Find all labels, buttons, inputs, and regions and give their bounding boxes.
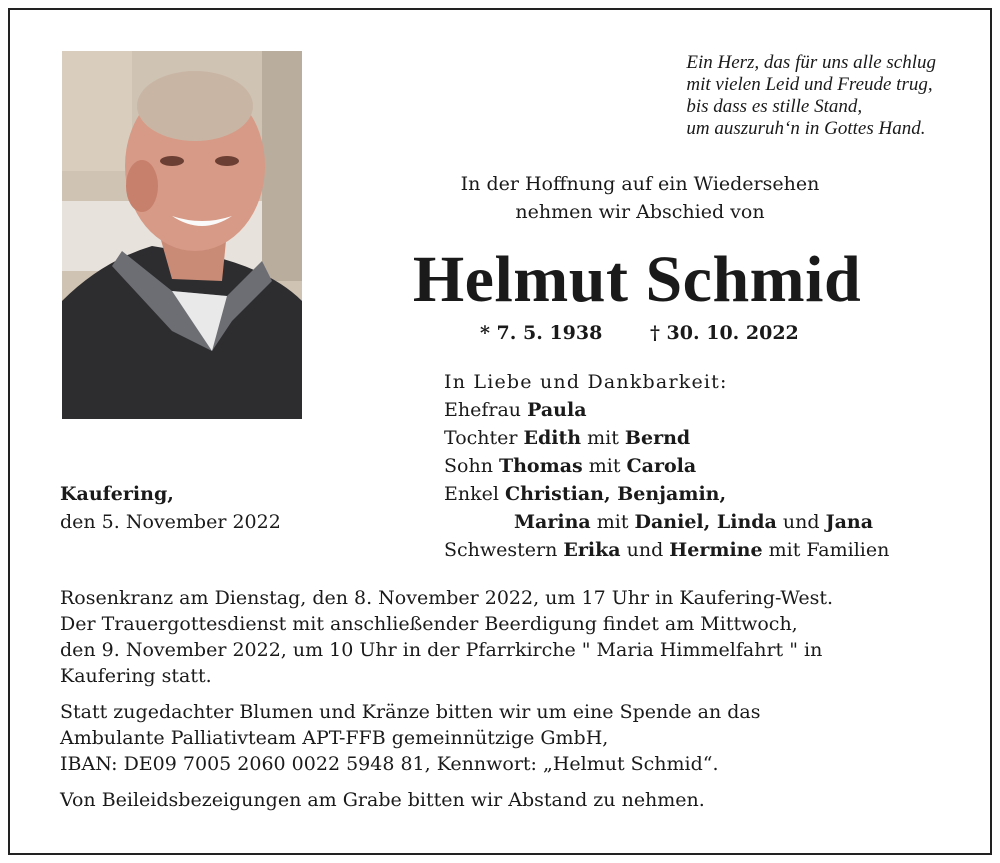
place-town: Kaufering,	[60, 483, 174, 505]
family-list	[444, 368, 889, 564]
donation-paragraph: Statt zugedachter Blumen und Kränze bitten wir um eine Spende an das Ambulante Palliativteam APT-FFB gemeinnützige GmbH, IBAN: DE09 7005 2060 0022 5948 81, Kennwort: „Helmut Schmid“.	[60, 701, 761, 775]
family-member-name: Carola	[626, 455, 697, 477]
deceased-name: Helmut Schmid	[412, 243, 862, 316]
rosary-paragraph: Rosenkranz am Dienstag, den 8. November 2022, um 17 Uhr in Kaufering-West. Der Trauergottesdienst mit anschließender Beerdigung findet am Mittwoch, den 9. November 2022, um 10 Uhr in der Pfarrkirche " Maria Himmelfahrt " in Kaufering statt.	[60, 587, 834, 687]
family-row-daughter: Tochter Edith mit Bernd	[444, 427, 691, 449]
family-member-name: Christian, Benjamin,	[504, 483, 727, 505]
family-member-name: Thomas	[498, 455, 583, 477]
notice-date: den 5. November 2022	[60, 511, 281, 533]
poem-verse	[686, 52, 936, 140]
intro-text	[461, 170, 820, 226]
family-member-name: Erika	[563, 539, 621, 561]
portrait-image	[62, 51, 302, 419]
family-row-grandchildren-2: Marina mit Daniel, Linda und Jana	[514, 511, 874, 533]
family-row-grandchildren: Enkel Christian, Benjamin,	[444, 483, 727, 505]
family-member-name: Edith	[523, 427, 582, 449]
birth-date: * 7. 5. 1938	[480, 322, 603, 344]
poem-line: um auszuruh‘n in Gottes Hand.	[686, 118, 926, 139]
family-heading: In Liebe und Dankbarkeit:	[444, 371, 728, 393]
family-member-name: Hermine	[669, 539, 763, 561]
place-date	[60, 480, 281, 536]
family-member-name: Jana	[825, 511, 874, 533]
notice-body	[60, 585, 960, 823]
condolence-paragraph: Von Beileidsbezeigungen am Grabe bitten wir Abstand zu nehmen.	[60, 789, 705, 811]
family-member-name: Marina	[514, 511, 591, 533]
poem-line: bis dass es stille Stand,	[686, 96, 863, 117]
family-member-name: Bernd	[624, 427, 691, 449]
poem-line: mit vielen Leid und Freude trug,	[686, 74, 933, 95]
family-row-wife: Ehefrau Paula	[444, 399, 587, 421]
family-member-name: Paula	[527, 399, 587, 421]
death-date: † 30. 10. 2022	[650, 322, 799, 344]
portrait-photo	[62, 51, 302, 419]
poem-line: Ein Herz, das für uns alle schlug	[686, 52, 936, 73]
intro-line: nehmen wir Abschied von	[515, 201, 765, 223]
family-row-son: Sohn Thomas mit Carola	[444, 455, 697, 477]
family-row-sisters: Schwestern Erika und Hermine mit Familien	[444, 539, 890, 561]
family-member-name: Daniel, Linda	[634, 511, 777, 533]
intro-line: In der Hoffnung auf ein Wiedersehen	[460, 173, 820, 195]
